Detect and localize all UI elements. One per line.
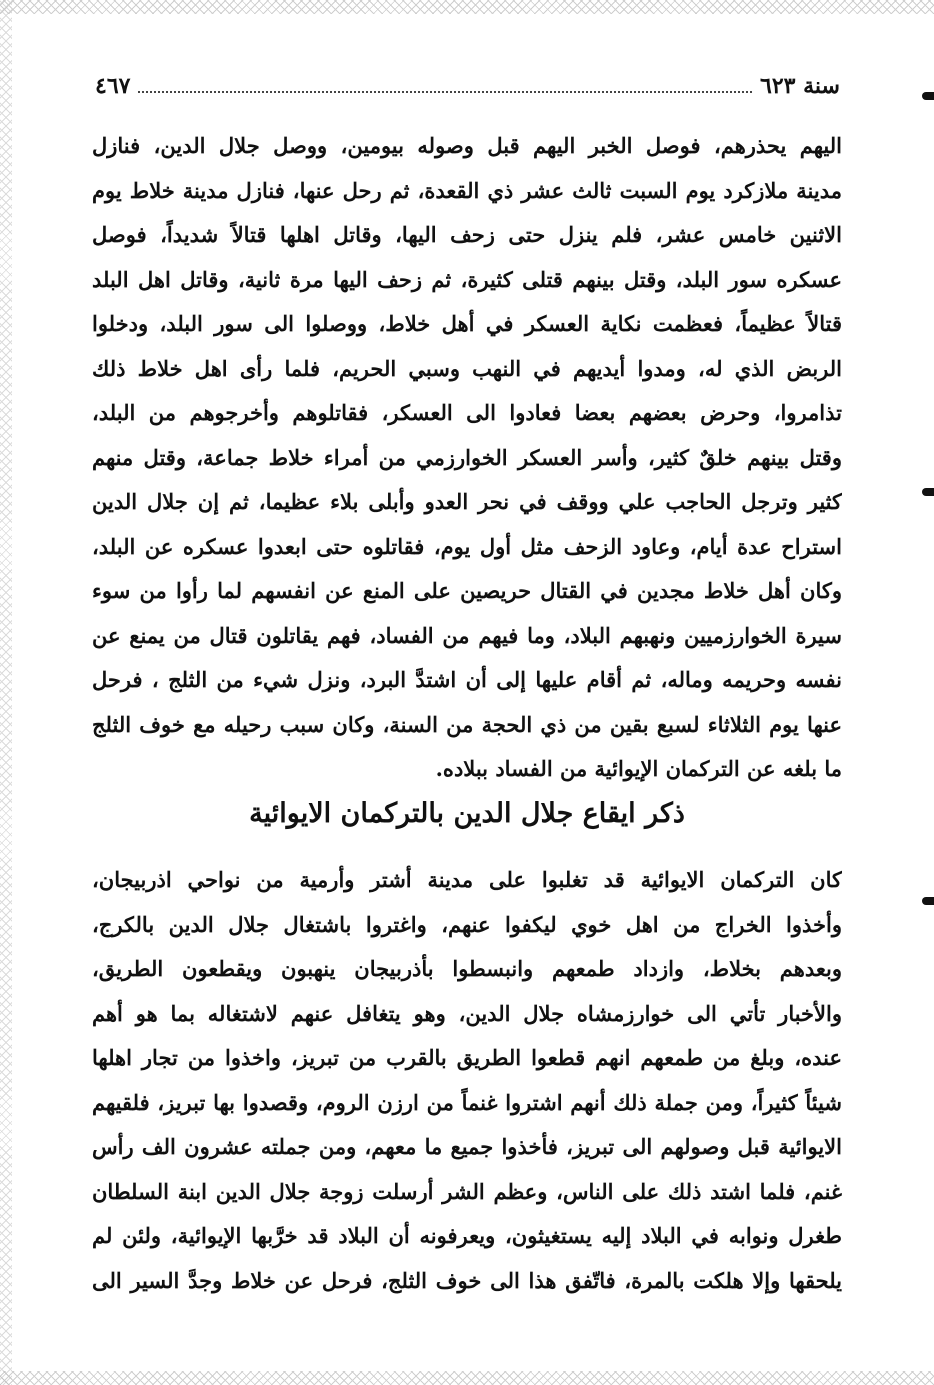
decorative-border-top xyxy=(0,0,934,14)
text-line: الاثنين خامس عشر، فلم ينزل حتى زحف اليها، وقاتل اهلها قتالاً شديداً، فوصل xyxy=(92,222,842,247)
text-line: عنها يوم الثلاثاء لسبع بقين من ذي الحجة من السنة، وكان سبب رحيله مع خوف الثلج xyxy=(92,711,842,737)
text-line: عنده، وبلغ من طمعهم انهم قطعوا الطريق بالقرب من تبريز، واخذوا من تجار اهلها xyxy=(92,1045,842,1070)
text-line: وكان أهل خلاط مجدين في القتال حريصين على المنع عن انفسهم لما رأوا من سوء xyxy=(92,578,842,603)
text-line: كثير وترجل الحاجب علي ووقف في نحر العدو وأبلى بلاء عظيما، ثم إن جلال الدين xyxy=(92,489,842,514)
text-line: طغرل ونوابه في البلاد إليه يستغيثون، ويعرفونه أن البلاد قد خرَّبها الإيوائية، ولئن لم xyxy=(92,1223,842,1248)
page-number: ٤٦٧ xyxy=(95,73,131,99)
text-line: تذامروا، وحرض بعضهم بعضا فعادوا الى العسكر، فقاتلوهم وأخرجوهم من البلد، xyxy=(92,400,842,425)
page-edge-mark xyxy=(922,897,934,905)
text-line: الربض الذي له، ومدوا أيديهم في النهب وسبي الحريم، فلما رأى اهل خلاط ذلك xyxy=(92,355,842,381)
text-line: غنم، فلما اشتد ذلك على الناس، وعظم الشر أرسلت زوجة جلال الدين ابنة السلطان xyxy=(92,1178,842,1204)
paragraph-2 xyxy=(92,858,842,1303)
paragraph-1 xyxy=(92,124,842,792)
page-edge-mark xyxy=(922,488,934,496)
text-line: والأخبار تأتي الى خوارزمشاه جلال الدين، وهو يتغافل عنهم لاشتغاله بما هو أهم xyxy=(92,1000,842,1026)
text-line: قتالاً عظيماً، فعظمت نكاية العسكر في أهل خلاط، ووصلوا الى سور البلد، ودخلوا xyxy=(92,311,842,336)
text-line: سيرة الخوارزميين ونهبهم البلاد، وما فيهم من الفساد، فهم يقاتلون قتال من يمنع عن xyxy=(92,622,842,648)
text-line: وبعدهم بخلاط، وازداد طمعهم وانبسطوا بأذربيجان ينهبون ويقطعون الطريق، xyxy=(92,956,842,981)
text-line: عسكره سور البلد، وقتل بينهم قتلى كثيرة، ثم زحف اليها مرة ثانية، وقاتل اهل البلد xyxy=(92,266,842,292)
text-line: اليهم يحذرهم، فوصل الخبر اليهم قبل وصوله بيومين، ووصل جلال الدين، فنازل xyxy=(92,133,842,158)
page-edge-mark xyxy=(922,92,934,100)
text-line: كان التركمان الايوائية قد تغلبوا على مدينة أشتر وأرمية من نواحي اذربيجان، xyxy=(92,867,842,892)
year-label: سنة ٦٢٣ xyxy=(760,73,840,99)
text-line: الايوائية قبل وصولهم الى تبريز، فأخذوا جميع ما معهم، ومن جملته عشرون الف رأس xyxy=(92,1134,842,1159)
text-line: ما بلغه عن التركمان الإيوائية من الفساد ببلاده. xyxy=(435,756,842,781)
text-line: نفسه وحريمه وماله، ثم أقام عليها إلى أن اشتدَّ البرد، ونزل شيء من الثلج ، فرحل xyxy=(92,667,842,692)
header-dotted-leader xyxy=(138,79,752,93)
text-line: يلحقها وإلا هلكت بالمرة، فاتّفق هذا الى خوف الثلج، فرحل عن خلاط وجدَّ السير الى xyxy=(92,1267,842,1293)
decorative-border-left xyxy=(0,0,12,1385)
text-line: وأخذوا الخراج من اهل خوي ليكفوا عنهم، واغتروا باشتغال جلال الدين بالكرج، xyxy=(92,911,842,937)
section-heading: ذكر ايقاع جلال الدين بالتركمان الايوائية xyxy=(249,798,685,829)
text-line: شيئاً كثيراً، ومن جملة ذلك أنهم اشتروا غنماً من ارزن الروم، وقصدوا بها تبريز، فلقيهم xyxy=(92,1089,842,1115)
text-line: وقتل بينهم خلقٌ كثير، وأسر العسكر الخوارزمي من أمراء خلاط جماعة، وقتل منهم xyxy=(92,444,842,470)
text-line: استراح عدة أيام، وعاود الزحف مثل أول يوم، فقاتلوه حتى ابعدوا عسكره عن البلد، xyxy=(92,533,842,559)
running-header xyxy=(95,70,840,102)
decorative-border-bottom xyxy=(0,1371,934,1385)
text-line: مدينة ملازكرد يوم السبت ثالث عشر ذي القعدة، ثم رحل عنها، فنازل مدينة خلاط يوم xyxy=(92,177,842,203)
